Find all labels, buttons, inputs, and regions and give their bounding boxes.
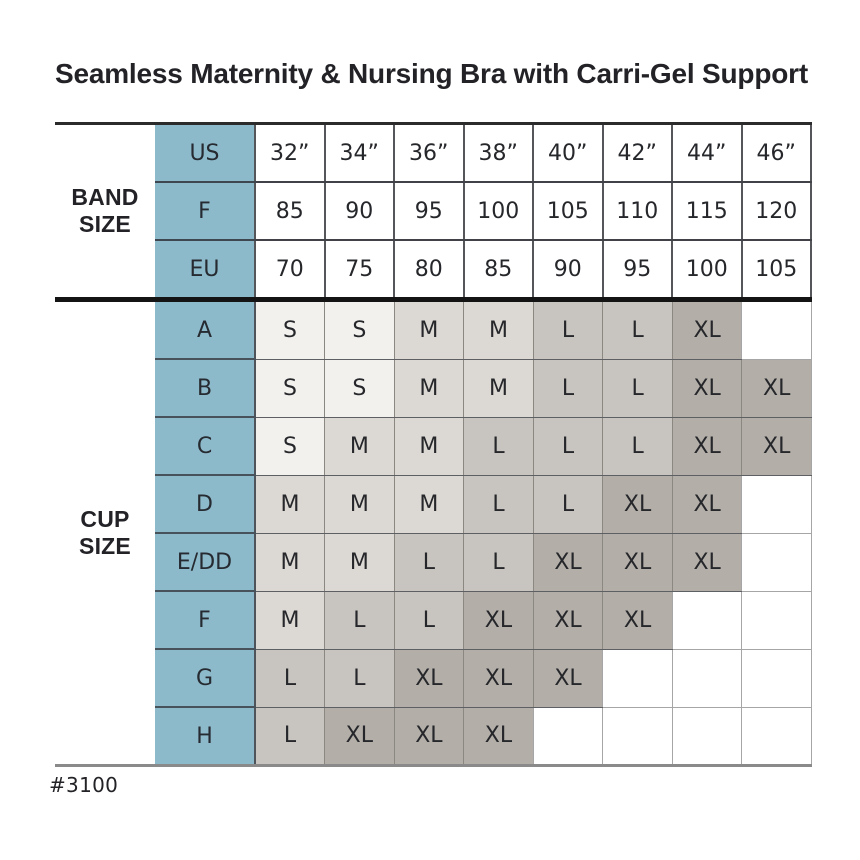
cup-size-cell: M bbox=[394, 475, 464, 533]
band-row-eu bbox=[55, 240, 811, 297]
cup-size-cell: M bbox=[255, 475, 325, 533]
band-value-cell: 105 bbox=[533, 182, 603, 240]
cup-size-cell: S bbox=[325, 302, 395, 359]
cup-size-cell bbox=[742, 302, 812, 359]
cup-size-cell: XL bbox=[394, 707, 464, 766]
cup-size-cell: XL bbox=[394, 649, 464, 707]
cup-row-c bbox=[55, 417, 812, 475]
band-value-cell: 120 bbox=[742, 182, 812, 240]
cup-row-label-f: F bbox=[155, 591, 255, 649]
band-value-cell: 42” bbox=[603, 124, 673, 183]
cup-size-cell: XL bbox=[672, 359, 742, 417]
cup-row-label-g: G bbox=[155, 649, 255, 707]
band-value-cell: 70 bbox=[255, 240, 325, 297]
cup-size-cell: XL bbox=[603, 591, 673, 649]
cup-size-cell bbox=[742, 707, 812, 766]
band-value-cell: 85 bbox=[464, 240, 534, 297]
cup-size-cell: L bbox=[394, 591, 464, 649]
band-value-cell: 36” bbox=[394, 124, 464, 183]
cup-size-table bbox=[55, 302, 812, 767]
cup-size-cell: S bbox=[255, 302, 325, 359]
cup-size-cell: L bbox=[603, 359, 673, 417]
cup-size-cell: L bbox=[464, 533, 534, 591]
cup-size-cell: XL bbox=[533, 591, 603, 649]
band-value-cell: 40” bbox=[533, 124, 603, 183]
cup-size-cell bbox=[533, 707, 603, 766]
cup-size-cell bbox=[672, 707, 742, 766]
cup-size-cell: L bbox=[255, 707, 325, 766]
cup-size-cell bbox=[742, 591, 812, 649]
cup-size-cell: M bbox=[394, 417, 464, 475]
cup-size-cell: L bbox=[533, 417, 603, 475]
cup-size-cell: S bbox=[255, 359, 325, 417]
cup-size-cell: XL bbox=[603, 533, 673, 591]
band-value-cell: 95 bbox=[603, 240, 673, 297]
band-row-label-eu: EU bbox=[155, 240, 255, 297]
page-title: Seamless Maternity & Nursing Bra with Carri-Gel Support bbox=[55, 58, 808, 89]
cup-row-d bbox=[55, 475, 812, 533]
band-value-cell: 100 bbox=[672, 240, 742, 297]
cup-size-cell: XL bbox=[464, 707, 534, 766]
cup-size-cell: L bbox=[394, 533, 464, 591]
cup-size-cell: M bbox=[325, 417, 395, 475]
band-size-section-label: BAND SIZE bbox=[55, 124, 155, 298]
cup-size-cell: XL bbox=[742, 417, 812, 475]
cup-size-cell bbox=[603, 707, 673, 766]
cup-row-b bbox=[55, 359, 812, 417]
cup-row-label-h: H bbox=[155, 707, 255, 766]
cup-size-cell bbox=[742, 649, 812, 707]
cup-size-cell: S bbox=[255, 417, 325, 475]
cup-size-cell: M bbox=[325, 533, 395, 591]
cup-size-cell: XL bbox=[464, 591, 534, 649]
cup-size-cell: M bbox=[255, 533, 325, 591]
band-row-us bbox=[55, 124, 811, 183]
cup-size-cell: L bbox=[255, 649, 325, 707]
band-value-cell: 110 bbox=[603, 182, 673, 240]
cup-row-g bbox=[55, 649, 812, 707]
band-row-f bbox=[55, 182, 811, 240]
band-value-cell: 90 bbox=[325, 182, 395, 240]
band-value-cell: 38” bbox=[464, 124, 534, 183]
cup-size-cell: L bbox=[533, 302, 603, 359]
cup-size-cell: M bbox=[394, 359, 464, 417]
band-value-cell: 32” bbox=[255, 124, 325, 183]
cup-size-cell: XL bbox=[464, 649, 534, 707]
cup-row-label-d: D bbox=[155, 475, 255, 533]
cup-size-cell: S bbox=[325, 359, 395, 417]
cup-size-cell bbox=[672, 649, 742, 707]
cup-size-cell: L bbox=[325, 591, 395, 649]
band-value-cell: 100 bbox=[464, 182, 534, 240]
cup-size-cell: L bbox=[603, 302, 673, 359]
band-row-label-us: US bbox=[155, 124, 255, 183]
cup-row-edd bbox=[55, 533, 812, 591]
cup-size-cell: XL bbox=[672, 475, 742, 533]
cup-size-cell: L bbox=[325, 649, 395, 707]
band-value-cell: 85 bbox=[255, 182, 325, 240]
product-number: #3100 bbox=[49, 773, 119, 797]
cup-size-section-label: CUP SIZE bbox=[55, 302, 155, 766]
cup-size-cell: XL bbox=[672, 533, 742, 591]
cup-size-cell: XL bbox=[603, 475, 673, 533]
cup-size-cell bbox=[672, 591, 742, 649]
cup-size-cell: XL bbox=[672, 302, 742, 359]
cup-row-label-c: C bbox=[155, 417, 255, 475]
cup-row-label-b: B bbox=[155, 359, 255, 417]
cup-row-label-a: A bbox=[155, 302, 255, 359]
band-value-cell: 90 bbox=[533, 240, 603, 297]
band-value-cell: 34” bbox=[325, 124, 395, 183]
cup-size-cell: M bbox=[325, 475, 395, 533]
cup-size-cell: M bbox=[394, 302, 464, 359]
cup-size-cell bbox=[742, 475, 812, 533]
band-value-cell: 115 bbox=[672, 182, 742, 240]
cup-row-a bbox=[55, 302, 812, 359]
band-value-cell: 105 bbox=[742, 240, 812, 297]
cup-size-cell: L bbox=[533, 359, 603, 417]
band-value-cell: 95 bbox=[394, 182, 464, 240]
band-value-cell: 80 bbox=[394, 240, 464, 297]
band-size-table bbox=[55, 122, 812, 297]
band-value-cell: 44” bbox=[672, 124, 742, 183]
cup-size-cell: L bbox=[603, 417, 673, 475]
cup-row-h bbox=[55, 707, 812, 766]
cup-size-cell: XL bbox=[742, 359, 812, 417]
cup-size-cell: M bbox=[464, 359, 534, 417]
cup-row-f bbox=[55, 591, 812, 649]
band-value-cell: 75 bbox=[325, 240, 395, 297]
cup-size-cell: XL bbox=[533, 649, 603, 707]
cup-size-cell: L bbox=[464, 417, 534, 475]
cup-size-cell bbox=[742, 533, 812, 591]
cup-size-cell bbox=[603, 649, 673, 707]
cup-size-cell: L bbox=[533, 475, 603, 533]
cup-row-label-edd: E/DD bbox=[155, 533, 255, 591]
cup-size-cell: M bbox=[464, 302, 534, 359]
band-row-label-f: F bbox=[155, 182, 255, 240]
cup-size-cell: XL bbox=[533, 533, 603, 591]
band-value-cell: 46” bbox=[742, 124, 812, 183]
cup-size-cell: M bbox=[255, 591, 325, 649]
cup-size-cell: L bbox=[464, 475, 534, 533]
cup-size-cell: XL bbox=[672, 417, 742, 475]
cup-size-cell: XL bbox=[325, 707, 395, 766]
